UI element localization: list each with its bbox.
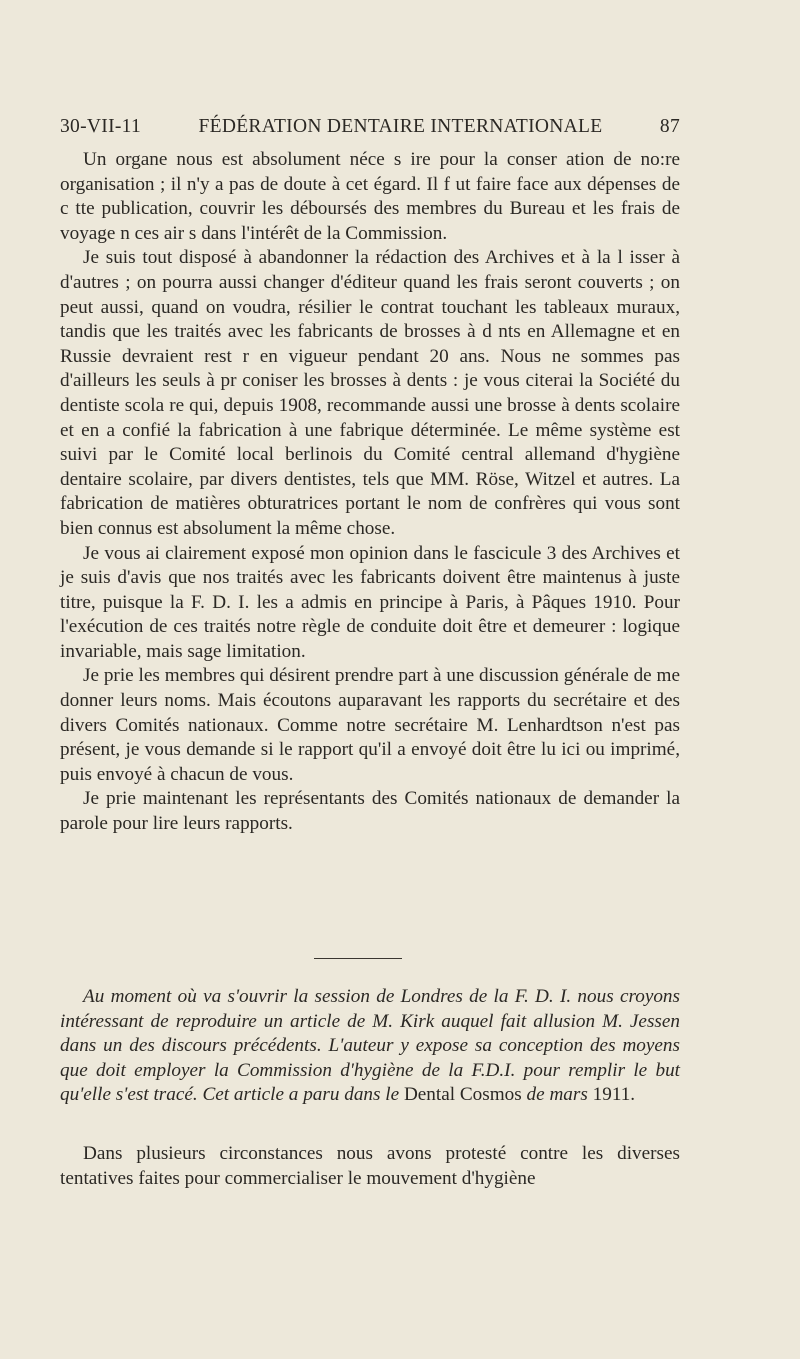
paragraph: Je prie les membres qui désirent prendre part à une discussion générale de me donner leurs noms. Mais écoutons auparavant les rapports du secrétaire et des divers Comités nationaux. Comme notre secrétaire M. Lenhardtson n'est pas présent, je vous demande si le rapport qu'il a envoyé doit être lu ici ou imprimé, puis envoyé à chacun de vous. [60, 665, 680, 785]
date-prefix: de [526, 1084, 545, 1106]
paragraph: Je suis tout disposé à abandonner la rédaction des Archives et à la l isser à d'autres ; on pourra aussi changer d'éditeur quand les frais seront couverts ; on peut aussi, quand on voudra, résilier le contrat touchant les tableaux muraux, tandis que les traités avec les fabricants de brosses à d nts en Allemagne et en Russie devraient rest r en vigueur pendant 20 ans. Nous ne sommes pas d'ailleurs les seuls à pr coniser les brosses à dents : je vous citerai la Société du dentiste scola re qui, depuis 1908, recommande aussi une brosse à dents scolaire et en a confié la fabrication à une fabrique déterminée. Le même système est suivi par le Comité local berlinois du Comité central allemand d'hygiène dentaire scolaire, par divers dentistes, tels que MM. Röse, Witzel et autres. La fabrication de matières obturatrices portant le nom de confrères qui vous sont bien connus est absolument la même chose. [60, 247, 680, 539]
section-divider [314, 958, 402, 959]
page-number: 87 [659, 116, 680, 137]
paragraph: Dans plusieurs circonstances nous avons protesté contre les diverses tentatives faites pour commercialiser le mouvement d'hygiène [60, 1143, 680, 1189]
paragraph: Je vous ai clairement exposé mon opinion dans le fascicule 3 des Archives et je suis d'avis que nos traités avec les fabricants doivent être maintenus à juste titre, puisque la F. D. I. les a admis en principe à Paris, à Pâques 1910. Pour l'exécution de ces traités notre règle de conduite doit être et demeurer : logique invariable, mais sage limitation. [60, 542, 680, 662]
publication-month: mars [549, 1084, 588, 1106]
article-text [60, 1142, 680, 1191]
body-text [60, 148, 680, 837]
paragraph: Je prie maintenant les représentants des Comités nationaux de demander la parole pour lire leurs rapports. [60, 788, 680, 835]
running-head [60, 116, 680, 138]
paragraph: Un organe nous est absolument néce s ire pour la conser ation de no:re organisation ; il n'y a pas de doute à cet égard. Il f ut faire face aux dépenses de c tte publication, couvrir les déboursés des membres du Bureau et les frais de voyage n ces air s dans l'intérêt de la Commission. [60, 149, 680, 244]
publication-year: 1911. [592, 1084, 636, 1106]
header-date: 30-VII-11 [60, 116, 142, 137]
editorial-note-paragraph [60, 985, 680, 1108]
editorial-note [60, 985, 680, 1108]
journal-name: Dental Cosmos [403, 1084, 522, 1106]
header-title: FÉDÉRATION DENTAIRE INTERNATIONALE [198, 116, 603, 137]
note-text: Au moment où va s'ouvrir la session de Londres de la F. D. I. nous croyons intéressant de reproduire un article de M. Kirk auquel fait allusion M. Jessen dans un des discours précédents. L'auteur y expose sa conception des moyens que doit employer la Commission d'hygiène de la F.D.I. pour remplir le but qu'elle s'est tracé. Cet article a paru dans le [60, 986, 680, 1106]
